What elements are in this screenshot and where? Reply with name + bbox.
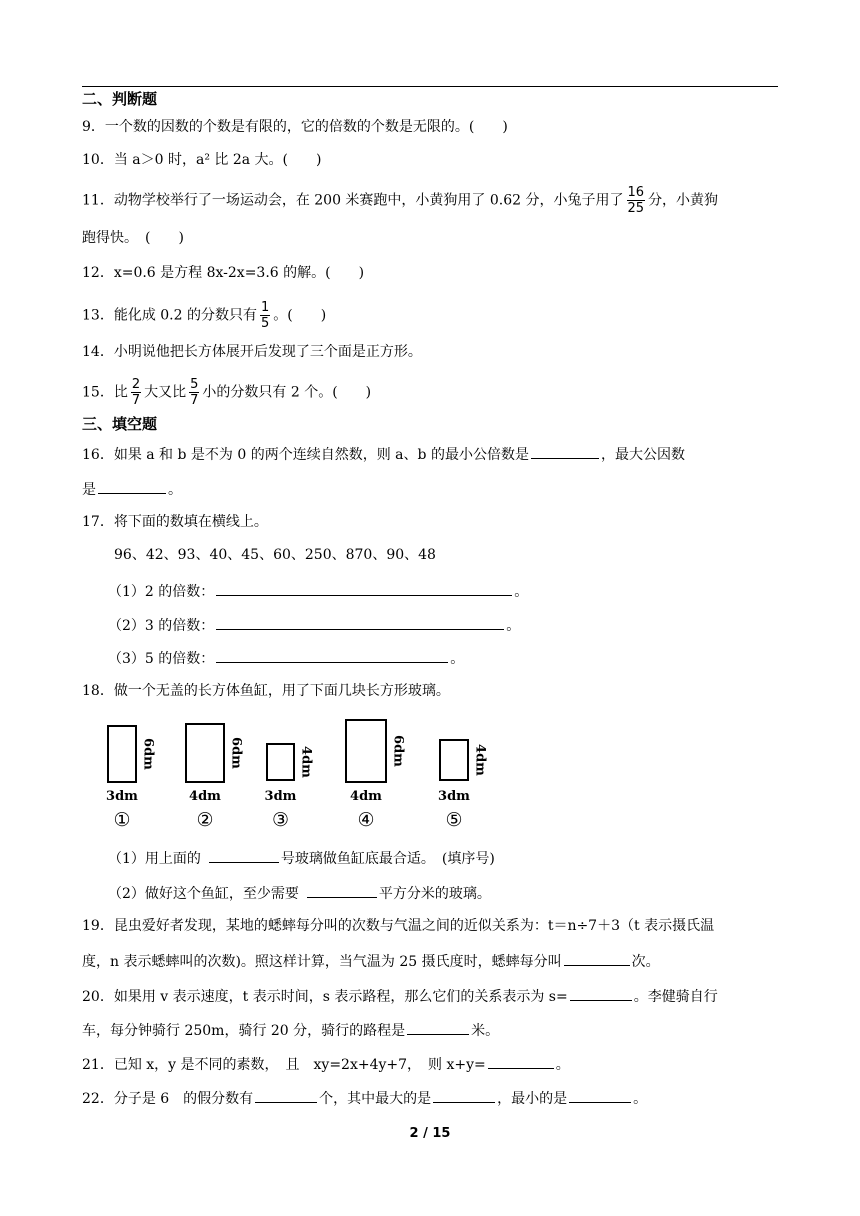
fraction-5-7 (189, 378, 199, 407)
q11-text-2: 分，小黄狗 (648, 192, 719, 209)
question-9: 9．一个数的因数的个数是有限的，它的倍数的个数是无限的。( ) (82, 119, 508, 135)
q18-sub2-text-b: 平方分米的玻璃。 (378, 886, 491, 902)
frac-denominator: 7 (131, 393, 141, 408)
q15-text-1: 15．比 (82, 384, 128, 401)
question-20-line2 (82, 1019, 499, 1041)
q22-text-c: ，最小的是 (497, 1091, 568, 1107)
question-21 (82, 1053, 570, 1075)
q16-text-2: ，最大公因数 (600, 447, 685, 463)
panel-height-label: 6dm (140, 738, 156, 770)
frac-numerator: 1 (260, 300, 270, 315)
question-16 (82, 443, 685, 465)
q15-text-2: 大又比 (144, 384, 187, 401)
q22-text-b: 个，其中最大的是 (319, 1091, 432, 1107)
q20-text-b: 。李健骑自行 (633, 989, 718, 1005)
panel-width-label: 4dm (350, 789, 382, 804)
glass-panel-3 (267, 744, 294, 780)
answer-blank[interactable] (216, 580, 512, 596)
fraction-1-5 (260, 301, 270, 330)
page-number: 2 / 15 (409, 1126, 451, 1141)
q20-text-c: 车，每分钟骑行 250m，骑行 20 分，骑行的路程是 (82, 1023, 406, 1039)
panel-number-label: ③ (271, 809, 290, 831)
question-10: 10．当 a＞0 时，a² 比 2a 大。( ) (82, 152, 322, 168)
answer-blank[interactable] (433, 1087, 495, 1103)
panel-number-label: ① (113, 809, 131, 831)
glass-panel-4 (346, 720, 386, 782)
q19-text-a: 度，n 表示蟋蟀叫的次数)。照这样计算，当气温为 25 摄氏度时，蟋蟀每分叫 (82, 954, 562, 970)
question-17: 17．将下面的数填在横线上。 (82, 514, 268, 530)
answer-blank[interactable] (216, 647, 448, 663)
answer-blank[interactable] (209, 847, 279, 863)
q21-text-b: 。 (555, 1057, 570, 1073)
q17-sub-3 (108, 647, 464, 669)
panel-height-label: 6dm (228, 737, 244, 769)
q21-text-a: 21．已知 x，y 是不同的素数， 且 xy=2x+4y+7， 则 x+y= (82, 1057, 486, 1073)
answer-blank[interactable] (569, 1087, 631, 1103)
q17-sub2-label: （2）3 的倍数： (108, 618, 215, 634)
q17-sub1-end: 。 (514, 584, 529, 600)
question-14: 14．小明说他把长方体展开后发现了三个面是正方形。 (82, 344, 422, 360)
q20-text-a: 20．如果用 v 表示速度，t 表示时间，s 表示路程，那么它们的关系表示为 s= (82, 989, 568, 1005)
answer-blank[interactable] (531, 443, 599, 459)
answer-blank[interactable] (307, 882, 377, 898)
panel-height-label: 4dm (472, 744, 488, 776)
q17-sub2-end: 。 (506, 618, 521, 634)
answer-blank[interactable] (407, 1019, 469, 1035)
frac-denominator: 7 (190, 393, 199, 408)
question-20 (82, 985, 718, 1007)
q13-text-2: 。( ) (273, 307, 327, 324)
q18-sub1-text-a: （1）用上面的 (108, 851, 201, 867)
panel-number-label: ④ (357, 809, 375, 831)
question-11-line2: 跑得快。 ( ) (82, 230, 184, 246)
question-18: 18．做一个无盖的长方体鱼缸，用了下面几块长方形玻璃。 (82, 683, 450, 699)
q22-text-a: 22．分子是 6 的假分数有 (82, 1091, 254, 1107)
answer-blank[interactable] (98, 478, 166, 494)
q18-sub-1 (108, 847, 495, 869)
panel-number-label: ⑤ (445, 809, 463, 831)
q17-number-list: 96、42、93、40、45、60、250、870、90、48 (114, 547, 436, 563)
q15-text-3: 小的分数只有 2 个。( ) (202, 384, 372, 401)
q18-sub1-text-b: 号玻璃做鱼缸底最合适。 (填序号) (280, 851, 495, 867)
q19-text-b: 次。 (631, 954, 660, 970)
q18-sub2-text-a: （2）做好这个鱼缸，至少需要 (108, 886, 299, 902)
question-19-line2 (82, 950, 660, 972)
frac-denominator: 5 (260, 316, 270, 331)
panel-height-label: 4dm (298, 746, 314, 778)
q16-text-1: 16．如果 a 和 b 是不为 0 的两个连续自然数，则 a、b 的最小公倍数是 (82, 447, 529, 463)
q16-text-4: 。 (168, 482, 182, 498)
panel-width-label: 3dm (438, 789, 470, 804)
question-11 (82, 186, 718, 215)
fraction-16-25 (627, 186, 646, 215)
q18-sub-2 (108, 882, 491, 904)
frac-numerator: 16 (627, 185, 645, 200)
q17-sub-2 (108, 614, 520, 636)
q11-text-1: 11．动物学校举行了一场运动会，在 200 米赛跑中，小黄狗用了 0.62 分，小兔子用了 (82, 192, 624, 209)
section-heading-judgement: 二、判断题 (82, 90, 158, 108)
section-heading-fill-in: 三、填空题 (82, 415, 158, 433)
panel-width-label: 3dm (106, 789, 138, 804)
q20-text-d: 米。 (471, 1023, 500, 1039)
question-19: 19．昆虫爱好者发现，某地的蟋蟀每分叫的次数与气温之间的近似关系为：t＝n÷7＋3（t 表示摄氏温 (82, 918, 715, 934)
frac-denominator: 25 (627, 201, 645, 216)
question-22 (82, 1087, 647, 1109)
q13-text-1: 13．能化成 0.2 的分数只有 (82, 307, 257, 324)
frac-numerator: 5 (190, 377, 199, 392)
answer-blank[interactable] (255, 1087, 317, 1103)
q17-sub3-label: （3）5 的倍数： (108, 651, 215, 667)
frac-numerator: 2 (131, 377, 141, 392)
header-rule (82, 86, 778, 87)
question-13 (82, 301, 326, 330)
question-16-line2 (82, 478, 182, 500)
glass-panel-5 (440, 740, 468, 780)
q17-sub-1 (108, 580, 528, 602)
answer-blank[interactable] (488, 1053, 554, 1069)
answer-blank[interactable] (216, 614, 504, 630)
q17-sub1-label: （1）2 的倍数： (108, 584, 215, 600)
glass-panel-1 (108, 726, 136, 782)
answer-blank[interactable] (570, 985, 632, 1001)
panel-width-label: 4dm (189, 789, 221, 804)
panel-height-label: 6dm (390, 735, 406, 767)
answer-blank[interactable] (564, 950, 630, 966)
question-15 (82, 378, 371, 407)
panel-width-label: 3dm (264, 789, 297, 804)
fraction-2-7 (131, 378, 141, 407)
glass-panels-figure (96, 712, 516, 834)
panel-number-label: ② (196, 809, 214, 831)
question-12: 12．x=0.6 是方程 8x-2x=3.6 的解。( ) (82, 265, 365, 281)
q22-text-d: 。 (633, 1091, 648, 1107)
q17-sub3-end: 。 (450, 651, 465, 667)
q16-text-3: 是 (82, 482, 96, 498)
glass-panel-2 (186, 724, 224, 782)
